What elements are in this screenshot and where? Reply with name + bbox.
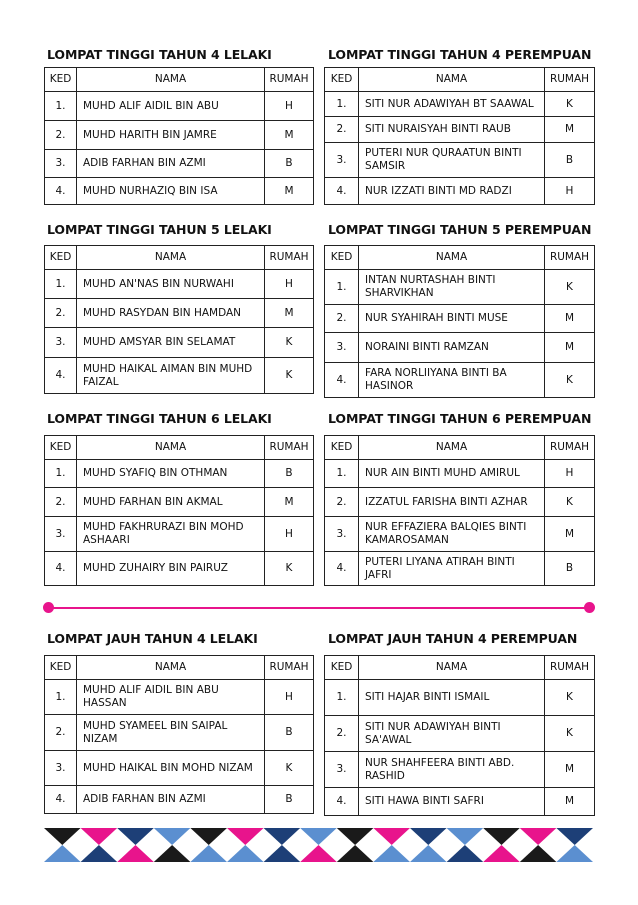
header-ked: KED <box>325 246 359 270</box>
results-table <box>44 435 314 586</box>
nama-cell: MUHD HARITH BIN JAMRE <box>77 121 265 150</box>
header-nama: NAMA <box>77 656 265 680</box>
pattern-triangle <box>520 845 557 862</box>
pattern-triangle <box>300 828 337 845</box>
triangle-pattern-decoration <box>44 828 594 862</box>
rumah-cell: B <box>265 460 314 488</box>
rumah-cell: M <box>545 788 595 816</box>
ked-cell: 2. <box>325 117 359 143</box>
table-row <box>45 751 314 786</box>
rumah-cell: M <box>545 752 595 788</box>
header-ked: KED <box>325 68 359 92</box>
pattern-triangle <box>154 845 191 862</box>
table-row <box>325 752 595 788</box>
rumah-cell: K <box>545 716 595 752</box>
table-row <box>45 488 314 517</box>
pattern-triangle <box>373 845 410 862</box>
header-rumah: RUMAH <box>265 436 314 460</box>
table-row <box>45 552 314 586</box>
pattern-triangle <box>117 845 154 862</box>
table-row <box>325 178 595 205</box>
rumah-cell: M <box>265 488 314 517</box>
nama-cell: MUHD NURHAZIQ BIN ISA <box>77 178 265 205</box>
section-title: LOMPAT TINGGI TAHUN 6 LELAKI <box>47 411 272 426</box>
header-nama: NAMA <box>77 246 265 270</box>
nama-cell: IZZATUL FARISHA BINTI AZHAR <box>359 488 545 517</box>
header-rumah: RUMAH <box>545 656 595 680</box>
pattern-triangle <box>373 828 410 845</box>
pattern-triangle <box>227 828 264 845</box>
pattern-triangle <box>410 828 447 845</box>
table-row <box>45 178 314 205</box>
table-row <box>325 117 595 143</box>
ked-cell: 3. <box>45 328 77 358</box>
ked-cell: 4. <box>325 363 359 398</box>
pattern-triangle <box>556 828 593 845</box>
ked-cell: 4. <box>45 178 77 205</box>
rumah-cell: K <box>545 92 595 117</box>
nama-cell: MUHD ALIF AIDIL BIN ABU HASSAN <box>77 680 265 715</box>
nama-cell: NUR SHAHFEERA BINTI ABD. RASHID <box>359 752 545 788</box>
nama-cell: MUHD AN'NAS BIN NURWAHI <box>77 270 265 299</box>
ked-cell: 4. <box>45 358 77 394</box>
table-row <box>45 328 314 358</box>
ked-cell: 2. <box>45 299 77 328</box>
header-rumah: RUMAH <box>265 656 314 680</box>
pattern-triangle <box>190 845 227 862</box>
pattern-triangle <box>81 845 118 862</box>
rumah-cell: M <box>265 299 314 328</box>
table-row <box>45 358 314 394</box>
header-nama: NAMA <box>359 68 545 92</box>
header-ked: KED <box>325 656 359 680</box>
ked-cell: 3. <box>45 751 77 786</box>
table-row <box>325 270 595 305</box>
table-row <box>45 150 314 178</box>
nama-cell: SITI NURAISYAH BINTI RAUB <box>359 117 545 143</box>
pattern-triangle <box>227 845 264 862</box>
rumah-cell: K <box>265 358 314 394</box>
ked-cell: 3. <box>325 333 359 363</box>
pattern-triangle <box>447 845 484 862</box>
nama-cell: NUR IZZATI BINTI MD RADZI <box>359 178 545 205</box>
header-nama: NAMA <box>359 246 545 270</box>
ked-cell: 2. <box>325 305 359 333</box>
nama-cell: MUHD ALIF AIDIL BIN ABU <box>77 92 265 121</box>
results-table <box>324 435 595 586</box>
pattern-triangle <box>300 845 337 862</box>
table-row <box>45 680 314 715</box>
pattern-triangle <box>117 828 154 845</box>
pattern-triangle <box>337 828 374 845</box>
nama-cell: MUHD HAIKAL BIN MOHD NIZAM <box>77 751 265 786</box>
ked-cell: 3. <box>325 752 359 788</box>
header-rumah: RUMAH <box>545 68 595 92</box>
nama-cell: MUHD HAIKAL AIMAN BIN MUHD FAIZAL <box>77 358 265 394</box>
nama-cell: NUR SYAHIRAH BINTI MUSE <box>359 305 545 333</box>
nama-cell: PUTERI NUR QURAATUN BINTI SAMSIR <box>359 143 545 178</box>
pattern-triangle <box>337 845 374 862</box>
pattern-triangle <box>44 828 81 845</box>
divider-line <box>48 607 589 609</box>
table-row <box>325 517 595 552</box>
rumah-cell: M <box>545 305 595 333</box>
header-rumah: RUMAH <box>545 436 595 460</box>
ked-cell: 3. <box>325 517 359 552</box>
section-title: LOMPAT TINGGI TAHUN 6 PEREMPUAN <box>328 411 592 426</box>
pattern-triangle <box>410 845 447 862</box>
header-ked: KED <box>45 246 77 270</box>
header-nama: NAMA <box>359 436 545 460</box>
rumah-cell: H <box>265 92 314 121</box>
ked-cell: 1. <box>45 460 77 488</box>
rumah-cell: H <box>265 270 314 299</box>
results-table <box>324 67 595 205</box>
nama-cell: SITI HAJAR BINTI ISMAIL <box>359 680 545 716</box>
table-row <box>45 270 314 299</box>
pattern-triangle <box>483 845 520 862</box>
nama-cell: SITI HAWA BINTI SAFRI <box>359 788 545 816</box>
rumah-cell: M <box>545 117 595 143</box>
ked-cell: 2. <box>325 488 359 517</box>
ked-cell: 2. <box>45 715 77 751</box>
pattern-triangle <box>520 828 557 845</box>
rumah-cell: K <box>265 328 314 358</box>
table-row <box>325 680 595 716</box>
nama-cell: SITI NUR ADAWIYAH BINTI SA'AWAL <box>359 716 545 752</box>
pattern-triangle <box>190 828 227 845</box>
header-ked: KED <box>45 68 77 92</box>
rumah-cell: K <box>265 552 314 586</box>
ked-cell: 1. <box>325 460 359 488</box>
table-row <box>45 517 314 552</box>
ked-cell: 1. <box>325 270 359 305</box>
ked-cell: 2. <box>45 121 77 150</box>
nama-cell: MUHD SYAMEEL BIN SAIPAL NIZAM <box>77 715 265 751</box>
header-rumah: RUMAH <box>545 246 595 270</box>
ked-cell: 4. <box>325 552 359 586</box>
pattern-triangle <box>154 828 191 845</box>
nama-cell: MUHD SYAFIQ BIN OTHMAN <box>77 460 265 488</box>
ked-cell: 1. <box>325 680 359 716</box>
rumah-cell: H <box>545 460 595 488</box>
rumah-cell: K <box>545 680 595 716</box>
table-row <box>325 460 595 488</box>
nama-cell: INTAN NURTASHAH BINTI SHARVIKHAN <box>359 270 545 305</box>
nama-cell: ADIB FARHAN BIN AZMI <box>77 786 265 814</box>
nama-cell: MUHD ZUHAIRY BIN PAIRUZ <box>77 552 265 586</box>
rumah-cell: K <box>265 751 314 786</box>
rumah-cell: B <box>265 715 314 751</box>
ked-cell: 3. <box>45 150 77 178</box>
header-rumah: RUMAH <box>265 68 314 92</box>
results-table <box>324 655 595 816</box>
ked-cell: 1. <box>45 680 77 715</box>
ked-cell: 4. <box>45 786 77 814</box>
ked-cell: 3. <box>325 143 359 178</box>
rumah-cell: B <box>265 150 314 178</box>
table-row <box>45 299 314 328</box>
nama-cell: MUHD RASYDAN BIN HAMDAN <box>77 299 265 328</box>
nama-cell: NORAINI BINTI RAMZAN <box>359 333 545 363</box>
rumah-cell: H <box>265 680 314 715</box>
header-ked: KED <box>45 656 77 680</box>
section-title: LOMPAT TINGGI TAHUN 4 LELAKI <box>47 47 272 62</box>
pattern-triangle <box>483 828 520 845</box>
rumah-cell: H <box>545 178 595 205</box>
ked-cell: 1. <box>325 92 359 117</box>
results-table <box>44 67 314 205</box>
table-row <box>45 460 314 488</box>
ked-cell: 4. <box>325 178 359 205</box>
divider-dot-right <box>584 602 595 613</box>
section-title: LOMPAT TINGGI TAHUN 4 PEREMPUAN <box>328 47 592 62</box>
rumah-cell: M <box>265 178 314 205</box>
rumah-cell: M <box>265 121 314 150</box>
results-table <box>324 245 595 398</box>
ked-cell: 1. <box>45 270 77 299</box>
table-row <box>325 363 595 398</box>
nama-cell: NUR AIN BINTI MUHD AMIRUL <box>359 460 545 488</box>
section-title: LOMPAT JAUH TAHUN 4 PEREMPUAN <box>328 631 578 646</box>
nama-cell: MUHD AMSYAR BIN SELAMAT <box>77 328 265 358</box>
rumah-cell: M <box>545 517 595 552</box>
pattern-triangle <box>81 828 118 845</box>
results-table <box>44 245 314 394</box>
header-nama: NAMA <box>77 68 265 92</box>
ked-cell: 1. <box>45 92 77 121</box>
rumah-cell: K <box>545 488 595 517</box>
section-title: LOMPAT TINGGI TAHUN 5 LELAKI <box>47 222 272 237</box>
section-title: LOMPAT TINGGI TAHUN 5 PEREMPUAN <box>328 222 592 237</box>
rumah-cell: M <box>545 333 595 363</box>
rumah-cell: B <box>545 143 595 178</box>
ked-cell: 3. <box>45 517 77 552</box>
header-ked: KED <box>325 436 359 460</box>
ked-cell: 2. <box>325 716 359 752</box>
pattern-triangle <box>44 845 81 862</box>
pattern-triangle <box>264 845 301 862</box>
rumah-cell: B <box>545 552 595 586</box>
table-row <box>325 788 595 816</box>
table-row <box>45 715 314 751</box>
nama-cell: NUR EFFAZIERA BALQIES BINTI KAMAROSAMAN <box>359 517 545 552</box>
rumah-cell: K <box>545 363 595 398</box>
header-ked: KED <box>45 436 77 460</box>
table-row <box>45 786 314 814</box>
ked-cell: 2. <box>45 488 77 517</box>
nama-cell: PUTERI LIYANA ATIRAH BINTI JAFRI <box>359 552 545 586</box>
header-nama: NAMA <box>77 436 265 460</box>
table-row <box>325 305 595 333</box>
rumah-cell: K <box>545 270 595 305</box>
table-row <box>325 552 595 586</box>
table-row <box>325 488 595 517</box>
table-row <box>45 92 314 121</box>
ked-cell: 4. <box>45 552 77 586</box>
rumah-cell: H <box>265 517 314 552</box>
ked-cell: 4. <box>325 788 359 816</box>
header-nama: NAMA <box>359 656 545 680</box>
table-row <box>325 92 595 117</box>
nama-cell: MUHD FAKHRURAZI BIN MOHD ASHAARI <box>77 517 265 552</box>
section-title: LOMPAT JAUH TAHUN 4 LELAKI <box>47 631 258 646</box>
header-rumah: RUMAH <box>265 246 314 270</box>
table-row <box>325 716 595 752</box>
results-table <box>44 655 314 814</box>
table-row <box>45 121 314 150</box>
nama-cell: SITI NUR ADAWIYAH BT SAAWAL <box>359 92 545 117</box>
table-row <box>325 143 595 178</box>
nama-cell: ADIB FARHAN BIN AZMI <box>77 150 265 178</box>
table-row <box>325 333 595 363</box>
pattern-triangle <box>447 828 484 845</box>
nama-cell: FARA NORLIIYANA BINTI BA HASINOR <box>359 363 545 398</box>
pattern-triangle <box>556 845 593 862</box>
pattern-triangle <box>264 828 301 845</box>
rumah-cell: B <box>265 786 314 814</box>
nama-cell: MUHD FARHAN BIN AKMAL <box>77 488 265 517</box>
